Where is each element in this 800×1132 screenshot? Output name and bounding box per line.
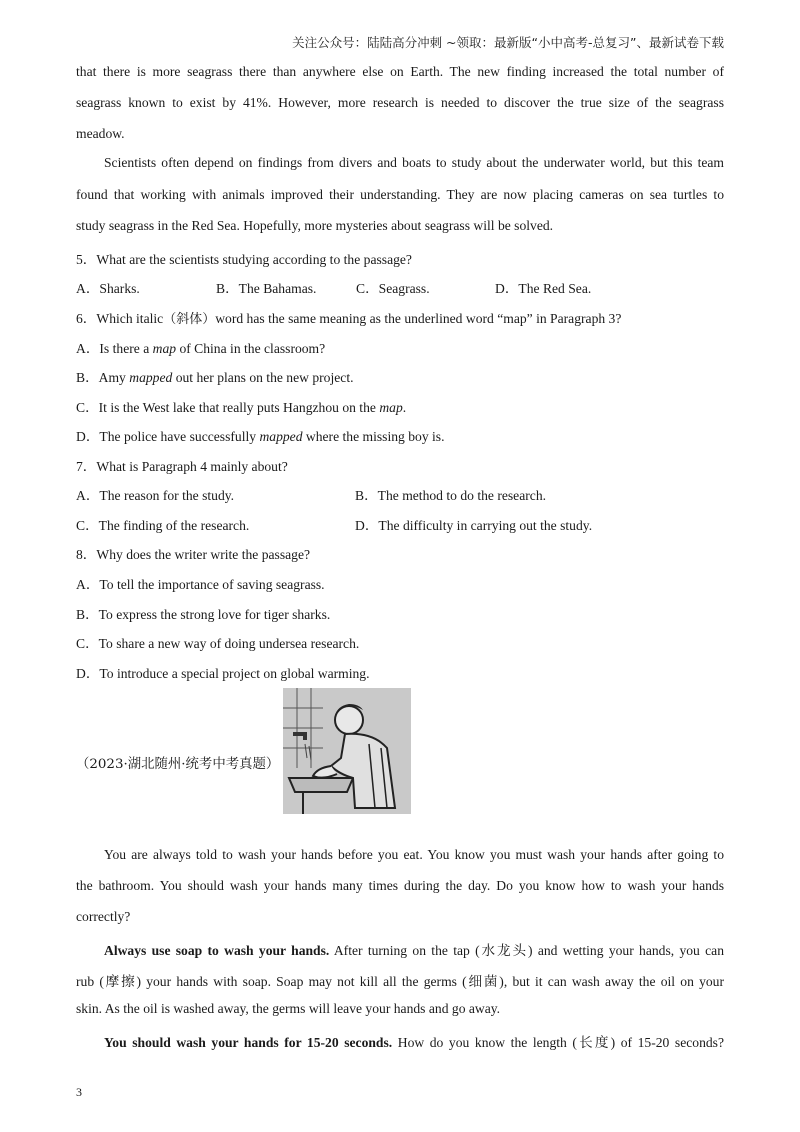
q6-b-text-end: out her plans on the new project. [172,370,354,385]
q6-d-italic: mapped [259,429,303,444]
q6-a-text-end: of China in the classroom? [176,341,326,356]
question-5-stem: 5．What are the scientists studying according to the passage? [76,252,412,267]
q8-option-b: B．To express the strong love for tiger sharks. [76,607,331,622]
q6-b-italic: mapped [129,370,173,385]
q5-option-a: A．Sharks. [76,281,140,296]
passage-line: seagrass known to exist by 41%. However, more research is needed to discover the true size of the seagrass [76,95,724,110]
q6-c-italic: map [379,400,403,415]
q6-stem-post: word has the same meaning as the underlined word “map” in Paragraph 3? [215,311,622,326]
passage-b-line: rub (摩擦) your hands with soap. Soap may not kill all the germs (细菌), but it can wash away the oil on your [76,974,724,989]
q7-option-b: B．The method to do the research. [355,488,547,503]
source-label: （2023·湖北随州·统考中考真题） [76,757,280,772]
passage-b-bold: Always use soap to wash your hands. [104,943,330,958]
passage-b-text: How do you know the length (长度) of 15-20 seconds? [392,1035,724,1050]
page-header: 关注公众号：陆陆高分冲刺 ~领取：最新版“小中高考-总复习”、最新试卷下载 [292,35,724,50]
passage-line: Scientists often depend on findings from divers and boats to study about the underwater world, but this team [104,155,724,170]
passage-line: meadow. [76,126,125,141]
q6-option-d [76,425,444,445]
q7-option-d: D．The difficulty in carrying out the study. [355,518,593,533]
q5-option-d: D．The Red Sea. [495,281,592,296]
q6-d-text: D．The police have successfully [76,429,260,444]
q8-option-c: C．To share a new way of doing undersea research. [76,636,360,651]
q5-option-b: B．The Bahamas. [216,281,317,296]
passage-b-line: the bathroom. You should wash your hands many times during the day. Do you know how to wash your hands [76,878,724,893]
q8-option-a: A．To tell the importance of saving seagrass. [76,577,325,592]
boy-washing-hands-icon [283,688,411,814]
q7-option-c: C．The finding of the research. [76,518,250,533]
q6-a-italic: map [152,341,177,356]
question-6-stem [76,307,621,327]
q6-stem-pre: 6．Which italic [76,311,164,326]
page-number: 3 [76,1085,82,1099]
passage-line: found that working with animals improved their understanding. They are now placing cameras on sea turtles to [76,187,724,202]
q6-option-a [76,337,325,357]
question-7-stem: 7．What is Paragraph 4 mainly about? [76,459,288,474]
q8-option-d: D．To introduce a special project on global warming. [76,666,370,681]
q6-c-text-end: . [402,400,407,415]
q6-c-text: C．It is the West lake that really puts Hangzhou on the [76,400,380,415]
passage-line: study seagrass in the Red Sea. Hopefully, more mysteries about seagrass will be solved. [76,218,554,233]
q6-a-text: A．Is there a [76,341,153,356]
q6-stem-cn: （斜体） [163,312,216,327]
handwashing-illustration [283,688,411,814]
q6-option-c [76,396,406,416]
passage-b-line: correctly? [76,909,131,924]
q5-option-c: C．Seagrass. [356,281,430,296]
passage-line: that there is more seagrass there than anywhere else on Earth. The new finding increased the total number of [76,64,724,79]
q6-d-text-end: where the missing boy is. [302,429,445,444]
passage-b-line: skin. As the oil is washed away, the germs will leave your hands and go away. [76,1001,501,1016]
passage-b-line: You are always told to wash your hands before you eat. You know you must wash your hands after going to [104,847,724,862]
q6-b-text: B．Amy [76,370,130,385]
passage-b-paragraph-3 [104,1031,724,1051]
passage-b-bold: You should wash your hands for 15-20 seconds. [104,1035,393,1050]
passage-b-text: After turning on the tap (水龙头) and wetting your hands, you can [329,943,724,958]
q6-option-b [76,366,354,386]
q7-option-a: A．The reason for the study. [76,488,235,503]
question-8-stem: 8．Why does the writer write the passage? [76,547,311,562]
passage-b-paragraph-2 [104,939,724,959]
